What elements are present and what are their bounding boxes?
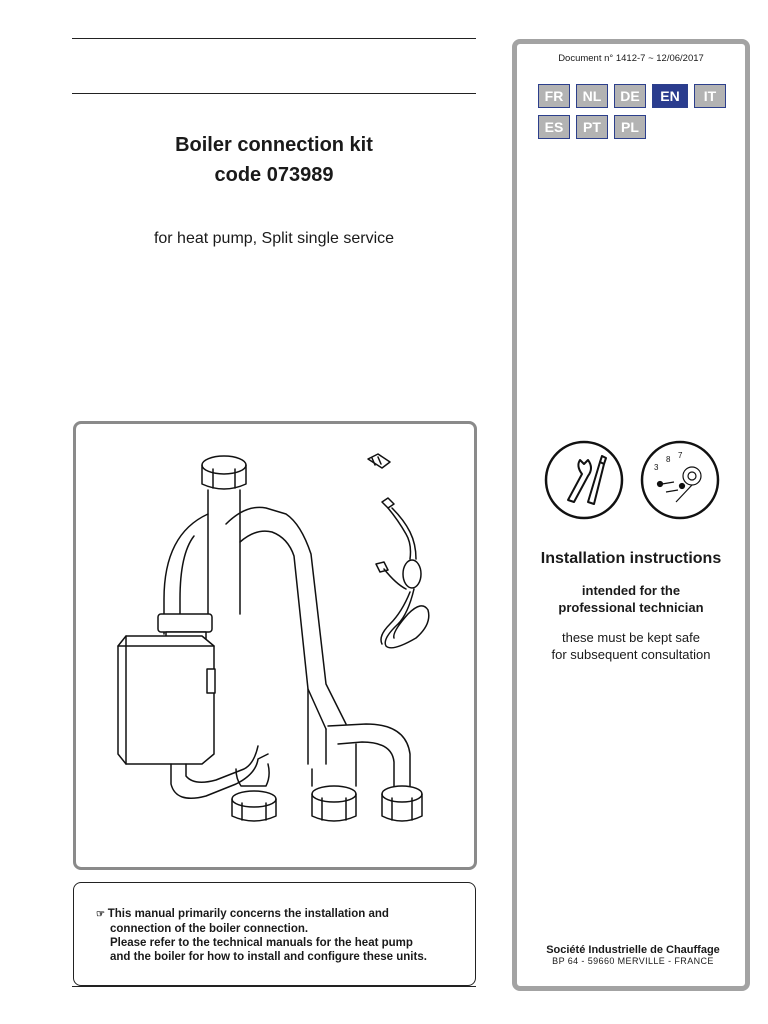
- company-name: Société Industrielle de Chauffage: [546, 944, 720, 956]
- lang-tab-pl[interactable]: PL: [614, 115, 646, 139]
- audience-line-1: intended for the: [581, 583, 681, 598]
- page-subtitle: for heat pump, Split single service: [153, 230, 395, 247]
- tools-icon: [546, 442, 622, 518]
- callout-7: 7: [678, 451, 683, 460]
- top-rule-1: [72, 38, 476, 39]
- keep-safe-text: [517, 629, 745, 663]
- lang-tab-en[interactable]: EN: [652, 84, 688, 108]
- lang-tab-nl[interactable]: NL: [576, 84, 608, 108]
- keep-safe-line-1: these must be kept safe: [561, 630, 701, 645]
- bottom-rule: [72, 986, 476, 987]
- lang-tab-es[interactable]: ES: [538, 115, 570, 139]
- notice-line-3: Please refer to the technical manuals for the heat pump: [110, 937, 413, 949]
- notice-line-1: ☞ This manual primarily concerns the installation and: [96, 908, 389, 920]
- company-block: [538, 944, 728, 966]
- assembly-icon: [642, 442, 718, 518]
- notice-line-4: and the boiler for how to install and configure these units.: [110, 951, 427, 963]
- audience-text: [517, 582, 745, 616]
- callout-8: 8: [666, 455, 671, 464]
- page-title-line2: code 073989: [214, 164, 334, 186]
- lang-tab-fr[interactable]: FR: [538, 84, 570, 108]
- icon-row: [542, 440, 722, 529]
- notice-box: [73, 882, 476, 986]
- installation-title: Installation instructions: [540, 550, 722, 567]
- callout-3: 3: [654, 463, 659, 472]
- notice-text: [96, 907, 427, 964]
- page-title-line1: Boiler connection kit: [175, 134, 373, 156]
- audience-line-2: professional technician: [558, 600, 704, 615]
- lang-tab-de[interactable]: DE: [614, 84, 646, 108]
- lang-tab-it[interactable]: IT: [694, 84, 726, 108]
- document-number: Document n° 1412-7 ~ 12/06/2017: [558, 53, 704, 64]
- lang-tab-pt[interactable]: PT: [576, 115, 608, 139]
- top-rule-2: [72, 93, 476, 94]
- keep-safe-line-2: for subsequent consultation: [551, 647, 711, 662]
- company-address: BP 64 - 59660 MERVILLE - FRANCE: [552, 956, 714, 966]
- boiler-kit-illustration: [76, 424, 474, 867]
- sidebar-panel: [512, 39, 750, 991]
- product-illustration-box: [73, 421, 477, 870]
- notice-line-2: connection of the boiler connection.: [110, 923, 309, 935]
- pointing-hand-icon: ☞: [96, 909, 108, 920]
